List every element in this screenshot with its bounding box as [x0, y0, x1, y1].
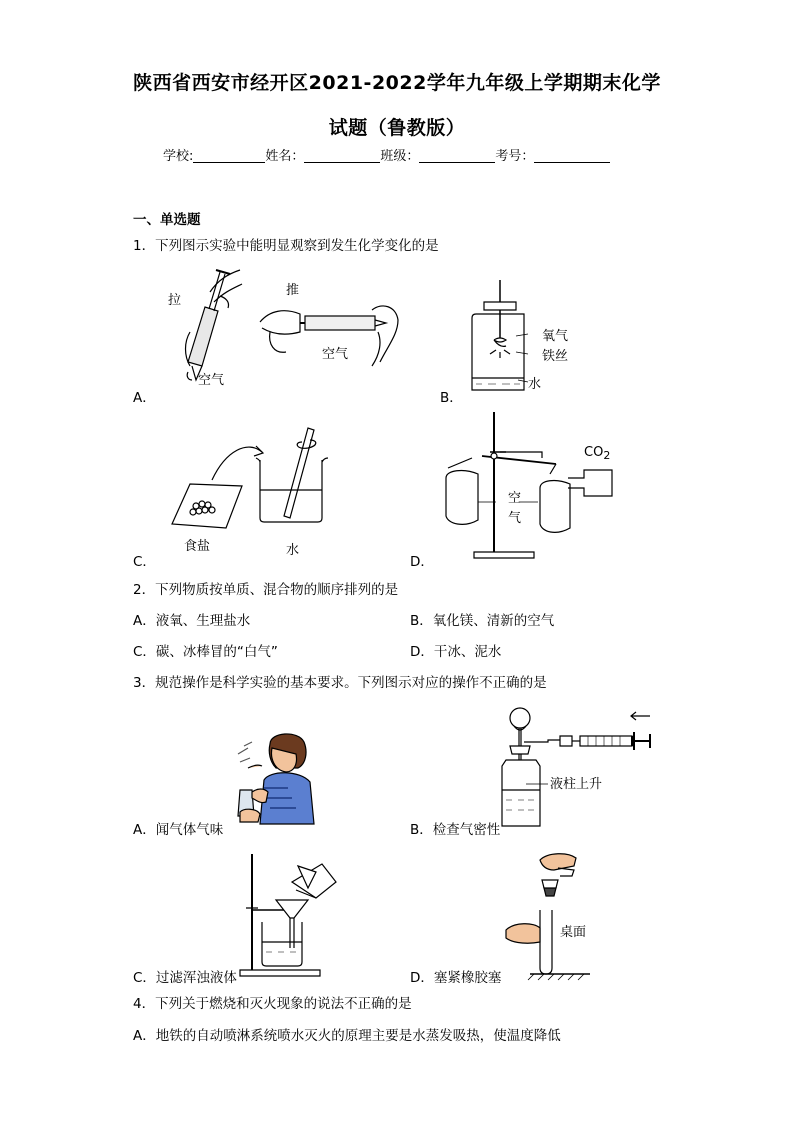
q4-option-a: A．地铁的自动喷淋系统喷水灭火的原理主要是水蒸发吸热，使温度降低: [133, 1028, 561, 1044]
q3-b-liquid-rise-label: 液柱上升: [550, 777, 603, 792]
q1-option-a-label: A．: [133, 390, 156, 406]
exam-number-label: 考号：: [495, 149, 535, 164]
q3-option-c-figure: [236, 852, 346, 980]
q1-b-iron-wire-label: 铁丝: [542, 349, 569, 364]
q1-a-pull-label: 拉: [168, 293, 182, 308]
q1-a-push-label: 推: [286, 283, 300, 298]
section-title: 一、单选题: [133, 212, 201, 228]
name-blank[interactable]: [304, 149, 380, 163]
q1-d-co-text: CO: [584, 445, 604, 460]
q3-option-a: A．闻气体气味: [133, 822, 224, 838]
q2-option-c: C．碳、冰棒冒的“白气”: [133, 644, 278, 660]
exam-title-line1: 陕西省西安市经开区2021-2022学年九年级上学期期末化学: [133, 72, 661, 94]
question-3-stem: 3．规范操作是科学实验的基本要求。下列图示对应的操作不正确的是: [133, 675, 547, 691]
q1-c-water-label: 水: [286, 543, 300, 558]
class-label: 班级：: [380, 149, 420, 164]
school-blank[interactable]: [193, 149, 265, 163]
q1-d-subscript-2: 2: [603, 449, 611, 462]
question-1-stem: 1．下列图示实验中能明显观察到发生化学变化的是: [133, 238, 439, 254]
q1-option-d-label: D．: [410, 554, 434, 570]
q1-a-air-label-right: 空气: [322, 347, 349, 362]
q1-b-water-label: 水: [528, 377, 542, 392]
q1-option-c-figure: [168, 412, 338, 557]
exam-number-blank[interactable]: [534, 149, 610, 163]
q3-d-desk-label: 桌面: [560, 925, 587, 940]
q3-option-d-figure: [500, 850, 600, 980]
q3-option-d: D．塞紧橡胶塞: [410, 970, 502, 986]
question-4-stem: 4．下列关于燃烧和灭火现象的说法不正确的是: [133, 996, 412, 1012]
q3-option-c: C．过滤浑浊液体: [133, 970, 237, 986]
q1-b-oxygen-label: 氧气: [542, 329, 569, 344]
name-label: 姓名：: [265, 149, 305, 164]
q3-option-a-figure: [230, 728, 320, 828]
class-blank[interactable]: [419, 149, 495, 163]
q1-option-a-figure: [150, 262, 400, 397]
q1-a-air-label-left: 空气: [198, 373, 225, 388]
q1-d-co2-label: [584, 445, 610, 462]
q1-c-salt-label: 食盐: [184, 539, 211, 554]
school-label: 学校:: [163, 149, 194, 164]
exam-title-line2: 试题（鲁教版）: [328, 117, 466, 139]
q2-option-d: D．干冰、泥水: [410, 644, 502, 660]
q2-option-a: A．液氧、生理盐水: [133, 613, 251, 629]
q1-d-air-label-1: 空: [508, 491, 522, 506]
q1-option-b-label: B．: [440, 390, 463, 406]
q2-option-b: B．氧化镁、清新的空气: [410, 613, 555, 629]
q1-option-d-figure: [434, 412, 624, 562]
q1-option-c-label: C．: [133, 554, 156, 570]
student-info-line: [163, 145, 610, 164]
q3-option-b-figure: [500, 706, 660, 831]
q1-d-air-label-2: 气: [508, 511, 522, 526]
question-2-stem: 2．下列物质按单质、混合物的顺序排列的是: [133, 582, 399, 598]
q3-option-b: B．检查气密性: [410, 822, 501, 838]
q1-option-b-figure: [462, 278, 592, 396]
